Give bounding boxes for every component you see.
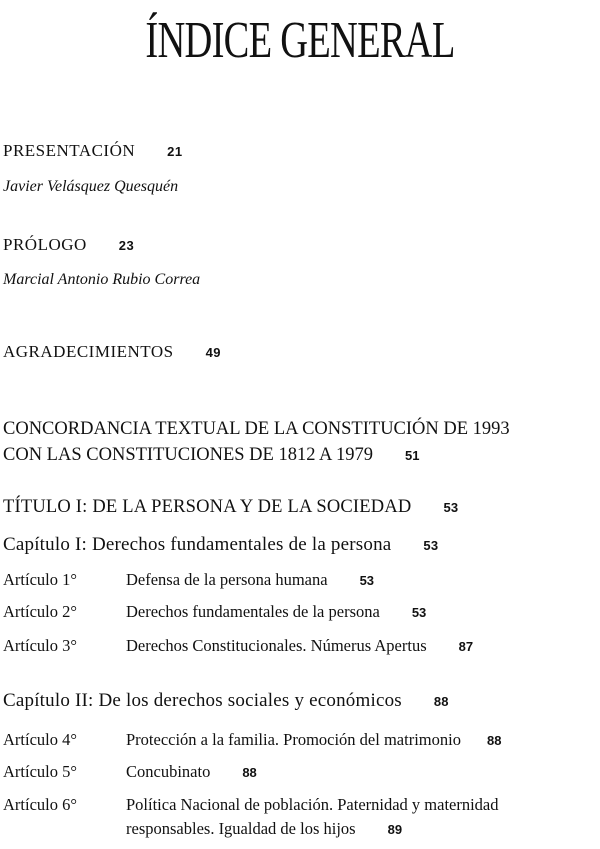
- article-title: [126, 636, 473, 656]
- entry-label: Capítulo I: Derechos fundamentales de la persona: [3, 534, 392, 555]
- page-number: 87: [458, 639, 474, 654]
- page-number: 51: [405, 448, 420, 463]
- page-number: 53: [359, 573, 375, 588]
- toc-entry-articulo-3[interactable]: [3, 636, 600, 658]
- article-title-text: responsables. Igualdad de los hijos: [126, 819, 356, 838]
- article-number: Artículo 5°: [3, 762, 77, 781]
- entry-label: CON LAS CONSTITUCIONES DE 1812 A 1979: [3, 445, 374, 465]
- article-title-text: Derechos Constitucionales. Númerus Apertus: [126, 636, 427, 655]
- article-number: Artículo 3°: [3, 636, 77, 655]
- article-number: Artículo 1°: [3, 570, 77, 589]
- toc-entry-titulo-1[interactable]: [3, 497, 458, 518]
- toc-entry-capitulo-2[interactable]: [3, 690, 449, 712]
- article-title: [126, 730, 501, 750]
- page-number: 88: [242, 765, 257, 780]
- entry-label: PRÓLOGO: [3, 235, 87, 254]
- page-number: 21: [167, 144, 183, 159]
- entry-label: PRESENTACIÓN: [3, 141, 136, 160]
- page-title: ÍNDICE GENERAL: [145, 12, 455, 69]
- toc-entry-articulo-2[interactable]: [3, 602, 600, 624]
- toc-entry-articulo-6[interactable]: [3, 795, 600, 845]
- page-number: 53: [443, 500, 459, 515]
- article-title-text: Defensa de la persona humana: [126, 570, 328, 589]
- toc-entry-prologo[interactable]: [3, 235, 134, 255]
- article-title-text: Derechos fundamentales de la persona: [126, 602, 380, 621]
- entry-label: AGRADECIMIENTOS: [3, 342, 174, 361]
- page-number: 53: [411, 605, 427, 620]
- toc-entry-agradecimientos[interactable]: [3, 342, 221, 362]
- page-number: 49: [205, 345, 222, 360]
- article-title: [126, 762, 257, 782]
- article-title-text: Concubinato: [126, 762, 211, 781]
- article-title-text: Protección a la familia. Promoción del matrimonio: [126, 730, 461, 749]
- article-title: [126, 602, 426, 622]
- article-number: Artículo 2°: [3, 602, 77, 621]
- page-number: 89: [387, 822, 403, 837]
- toc-entry-presentacion[interactable]: [3, 141, 183, 161]
- toc-entry-articulo-1[interactable]: [3, 570, 600, 592]
- author-prologo: Marcial Antonio Rubio Correa: [3, 271, 201, 288]
- toc-entry-capitulo-1[interactable]: [3, 534, 438, 556]
- page-number: 88: [433, 694, 449, 709]
- toc-entry-concordancia-line2[interactable]: [3, 445, 420, 466]
- article-number: Artículo 6°: [3, 795, 77, 814]
- article-title-line2: [126, 819, 402, 839]
- article-title: [126, 570, 374, 590]
- author-presentacion: Javier Velásquez Quesquén: [3, 178, 179, 195]
- page-number: 88: [486, 733, 502, 748]
- article-number: Artículo 4°: [3, 730, 77, 749]
- article-title-line1: Política Nacional de población. Paternidad y maternidad: [126, 795, 499, 814]
- toc-entry-articulo-5[interactable]: [3, 762, 600, 784]
- entry-label: TÍTULO I: DE LA PERSONA Y DE LA SOCIEDAD: [3, 497, 412, 517]
- entry-label: Capítulo II: De los derechos sociales y económicos: [3, 690, 402, 711]
- toc-entry-concordancia-line1[interactable]: CONCORDANCIA TEXTUAL DE LA CONSTITUCIÓN DE 1993: [3, 419, 510, 439]
- toc-entry-articulo-4[interactable]: [3, 730, 600, 752]
- page-number: 53: [423, 538, 439, 553]
- page-number: 23: [118, 238, 135, 253]
